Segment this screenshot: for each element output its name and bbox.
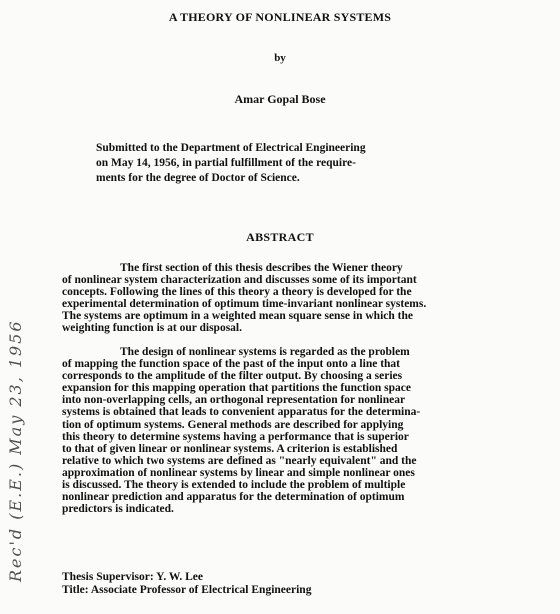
paragraph-line: predictors is indicated. — [62, 503, 174, 516]
thesis-title: A THEORY OF NONLINEAR SYSTEMS — [168, 10, 392, 24]
paragraph-line: weighting function is at our disposal. — [62, 322, 242, 335]
paragraph-line: The first section of this thesis describes the Wiener theory — [120, 262, 403, 274]
paragraph-line: this theory to determine systems having a performance that is superior — [62, 430, 409, 443]
abstract-paragraph-2 — [62, 346, 550, 515]
paragraph-line: approximation of nonlinear systems by linear and simple nonlinear ones — [62, 466, 415, 479]
author-name: Amar Gopal Bose — [234, 92, 326, 106]
supervisor-title: Title: Associate Professor of Electrical Engineering — [62, 583, 312, 596]
paragraph-line: systems is obtained that leads to convenient apparatus for the determina- — [62, 406, 421, 419]
abstract-heading: ABSTRACT — [246, 230, 314, 244]
paragraph-line: The design of nonlinear systems is regarded as the problem — [120, 346, 410, 358]
paragraph-line: concepts. Following the lines of this theory a theory is developed for the — [62, 286, 412, 299]
thesis-supervisor-block — [62, 571, 311, 596]
submission-statement — [96, 141, 476, 186]
submission-line: Submitted to the Department of Electrical Engineering — [96, 142, 366, 154]
paragraph-line: into non-overlapping cells, an orthogonal representation for nonlinear — [62, 394, 406, 407]
abstract-paragraph-1 — [62, 262, 550, 335]
paragraph-line: The systems are optimum in a weighted mean square sense in which the — [62, 310, 413, 323]
paragraph-line: relative to which two systems are defined as "nearly equivalent" and the — [62, 454, 417, 467]
paragraph-line: of nonlinear system characterization and discusses some of its important — [62, 274, 417, 287]
paragraph-line: nonlinear prediction and apparatus for the determination of optimum — [62, 491, 405, 504]
submission-line: ments for the degree of Doctor of Science. — [96, 172, 300, 184]
paragraph-line: to that of given linear or nonlinear systems. A criterion is established — [62, 442, 398, 455]
handwritten-received-note: Rec'd (E.E.) May 23, 1956 — [6, 319, 25, 582]
paragraph-line: experimental determination of optimum time-invariant nonlinear systems. — [62, 298, 427, 311]
paragraph-line: is discussed. The theory is extended to include the problem of multiple — [62, 479, 406, 492]
by-line: by — [274, 52, 286, 64]
paragraph-line: tion of optimum systems. General methods are described for applying — [62, 418, 404, 431]
submission-line: on May 14, 1956, in partial fulfillment of the require- — [96, 157, 356, 169]
paragraph-line: of mapping the function space of the past of the input onto a line that — [62, 358, 400, 371]
paragraph-line: corresponds to the amplitude of the filter output. By choosing a series — [62, 370, 403, 383]
paragraph-line: expansion for this mapping operation that partitions the function space — [62, 382, 411, 395]
supervisor-name: Thesis Supervisor: Y. W. Lee — [62, 571, 204, 583]
